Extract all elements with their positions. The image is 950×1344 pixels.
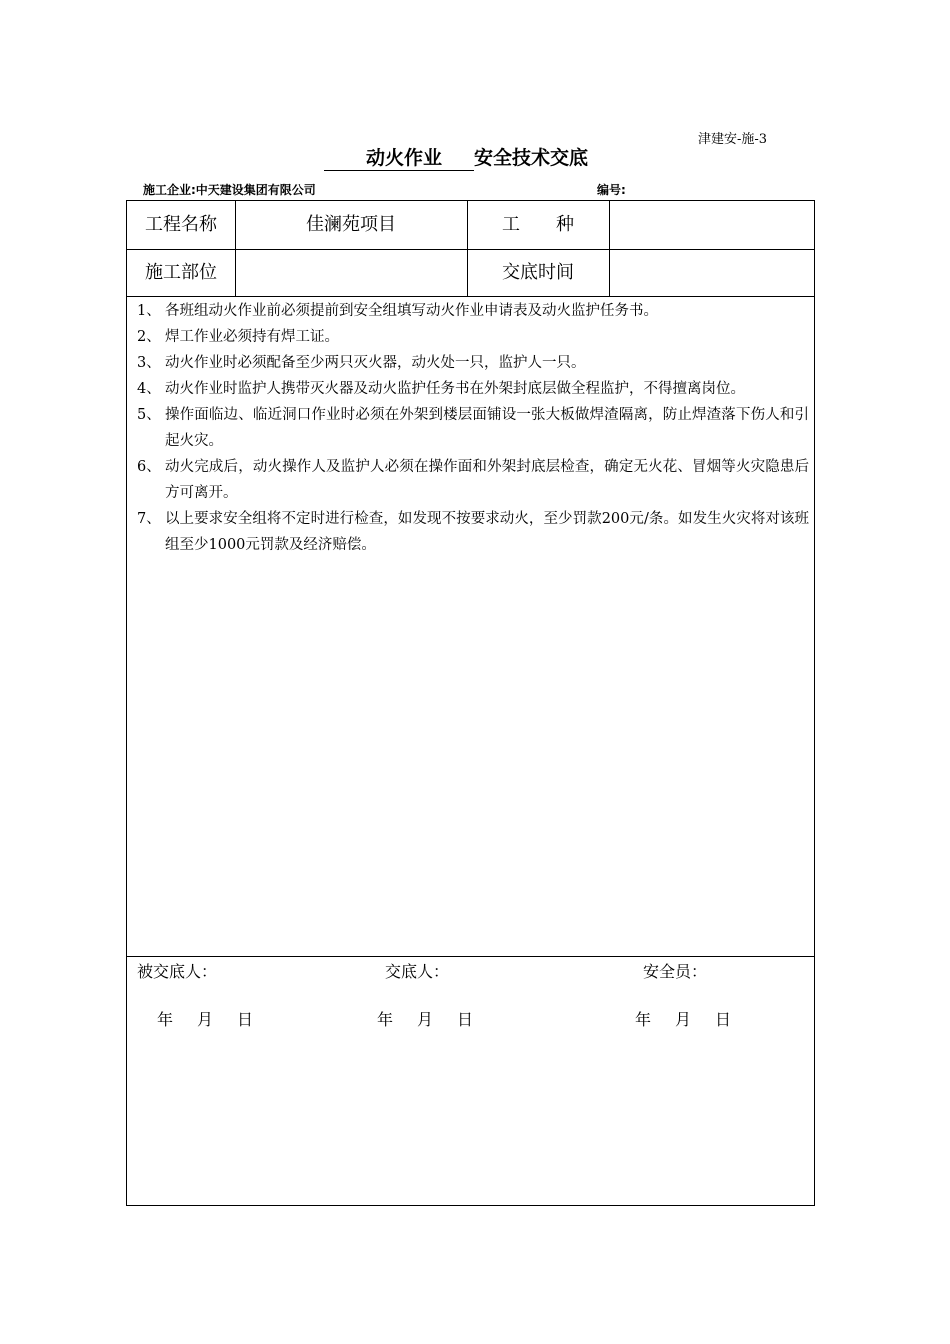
year-label: 年 [157,1010,174,1029]
item-number: 4、 [137,381,161,397]
year-label: 年 [635,1010,652,1029]
recipient-label: 被交底人： [137,962,218,981]
briefing-time-label: 交底时间 [502,262,574,283]
company-label: 施工企业:中天建设集团有限公司 [143,183,316,197]
number-label: 编号: [597,183,626,197]
work-type-value [609,213,815,237]
title-blank-right [442,146,474,171]
item-text: 操作面临边、临近洞口作业时必须在外架到楼层面铺设一张大板做焊渣隔离，防止焊渣落下伤人和引起火灾。 [165,407,809,449]
month-label: 月 [197,1010,214,1029]
project-name-label: 工程名称 [145,214,217,235]
recipient-date [157,1009,253,1031]
title-suffix: 安全技术交底 [474,147,589,169]
project-name-value: 佳澜苑项目 [306,214,396,235]
item-text: 以上要求安全组将不定时进行检查，如发现不按要求动火，至少罚款200元/条。如发生火灾将对该班组至少1000元罚款及经济赔偿。 [165,511,809,553]
page-title [324,146,634,176]
briefing-form [126,200,815,1206]
item-number: 6、 [137,459,161,475]
row-divider-3 [127,956,814,957]
briefing-time-value [609,261,815,285]
list-item [137,298,809,324]
list-item [137,350,809,376]
briefer-date [377,1009,473,1031]
location-value [235,261,467,285]
item-number: 7、 [137,511,161,527]
item-text: 动火作业时监护人携带灭火器及动火监护任务书在外架封底层做全程监护，不得擅离岗位。 [165,381,745,397]
day-label: 日 [715,1010,732,1029]
list-item [137,402,809,454]
day-label: 日 [237,1010,254,1029]
safety-officer-label: 安全员： [643,962,708,981]
item-number: 3、 [137,355,161,371]
item-number: 2、 [137,329,161,345]
item-text: 各班组动火作业前必须提前到安全组填写动火作业申请表及动火监护任务书。 [165,303,658,319]
list-item [137,506,809,558]
location-label: 施工部位 [145,262,217,283]
month-label: 月 [417,1010,434,1029]
item-text: 动火作业时必须配备至少两只灭火器，动火处一只，监护人一只。 [165,355,586,371]
month-label: 月 [675,1010,692,1029]
work-type-label: 工 种 [502,214,574,235]
form-code: 津建安-施-3 [698,132,768,147]
item-text: 动火完成后，动火操作人及监护人必须在操作面和外架封底层检查，确定无火花、冒烟等火灾隐患后方可离开。 [165,459,809,501]
item-number: 1、 [137,303,161,319]
day-label: 日 [457,1010,474,1029]
item-number: 5、 [137,407,161,423]
briefer-label: 交底人： [385,962,450,981]
safety-officer-date [635,1009,731,1031]
row-divider-2 [127,296,814,297]
list-item [137,376,809,402]
title-work-type: 动火作业 [366,147,443,169]
title-blank-left [324,146,366,171]
list-item [137,454,809,506]
list-item [137,324,809,350]
item-text: 焊工作业必须持有焊工证。 [165,329,339,345]
row-divider-1 [127,249,814,250]
year-label: 年 [377,1010,394,1029]
briefing-items [137,298,809,558]
